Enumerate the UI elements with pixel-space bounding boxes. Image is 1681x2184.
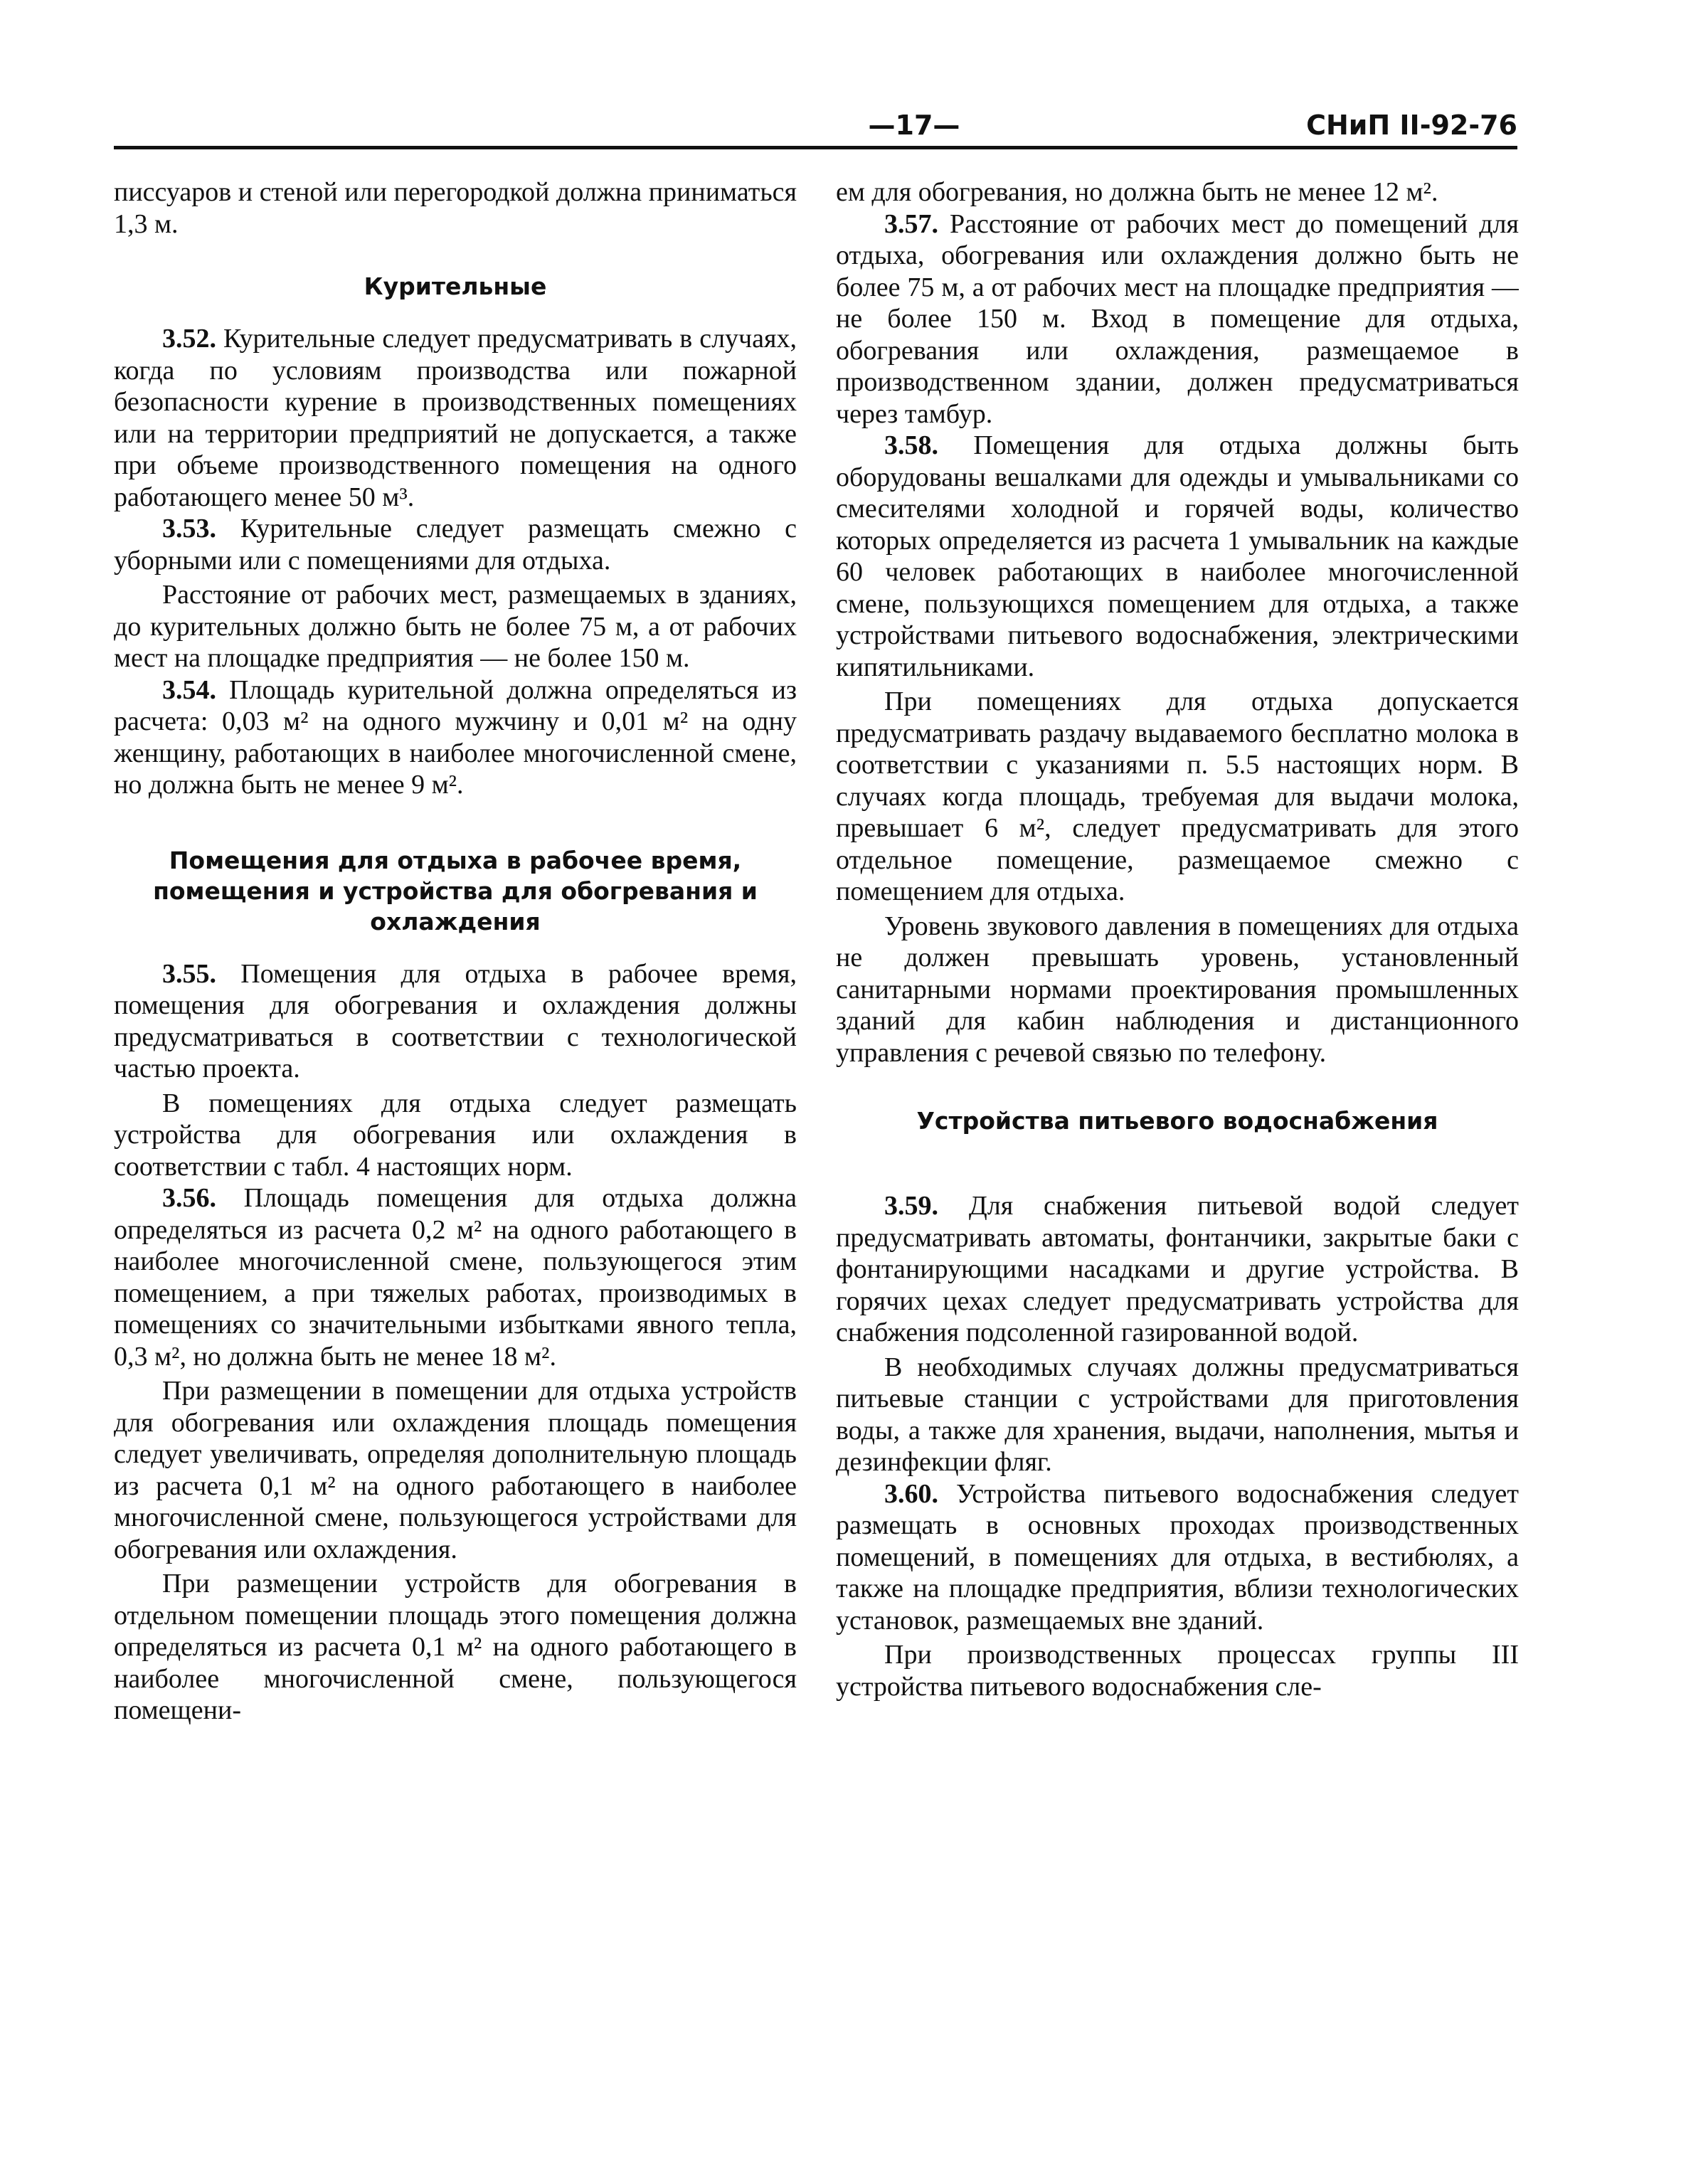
clause-number: 3.57.: [884, 208, 938, 239]
clause-number: 3.54.: [162, 674, 216, 705]
clause-text: Площадь курительной должна определяться из расчета: 0,03 м² на одного мужчину и 0,01 м² на одну женщину, работающих в наиболее многочисленной смене, но должна быть не менее 9 м².: [114, 674, 797, 800]
clause-text: Расстояние от рабочих мест до помещений для отдыха, обогревания или охлаждения должно быть не более 75 м, а от рабочих мест на площадке предприятия — не более 150 м. Вход в помещение для отдыха, обогревания или охлаждения, размещаемое в производственном здании, должен предусматриваться через тамбур.: [836, 208, 1519, 429]
left-column: [114, 176, 797, 2111]
clause-3-54: [114, 674, 797, 801]
clause-3-57: [836, 208, 1519, 430]
clause-text: Для снабжения питьевой водой следует предусматривать автоматы, фонтанчики, закрытые баки с фонтанирующими насадками и другие устройства. В горячих цехах следует предусматривать устройства для снабжения подсоленной газированной водой.: [836, 1191, 1519, 1347]
paragraph-continued: писсуаров и стеной или перегородкой должна приниматься 1,3 м.: [114, 177, 797, 239]
section-heading-drinking-water: Устройства питьевого водоснабжения: [916, 1107, 1438, 1135]
paragraph: При производственных процессах группы III устройства питьевого водоснабжения сле-: [836, 1640, 1519, 1702]
clause-3-53: [114, 513, 797, 576]
clause-3-55: [114, 958, 797, 1085]
page-header: [114, 105, 1517, 145]
clause-text: Помещения для отдыха должны быть оборудованы вешалками для одежды и умывальниками со смесителями холодной и горячей воды, количество которых определяется из расчета 1 умывальник на каждые 60 человек работающих в наиболее многочисленной смене, пользующихся помещением для отдыха, а также устройствами питьевого водоснабжения, электрическими кипятильниками.: [836, 430, 1519, 682]
paragraph: Уровень звукового давления в помещениях для отдыха не должен превышать уровень, установленный санитарными нормами проектирования промышленных зданий для кабин наблюдения и дистанционного управления с речевой связью по телефону.: [836, 911, 1519, 1068]
clause-number: 3.58.: [884, 430, 938, 460]
paragraph: Расстояние от рабочих мест, размещаемых в зданиях, до курительных должно быть не более 75 м, а от рабочих мест на площадке предприятия — не более 150 м.: [114, 580, 797, 673]
clause-text: Курительные следует предусматривать в случаях, когда по условиям производства или пожарной безопасности курение в производственных помещениях или на территории предприятий не допускается, а также при объеме производственного помещения на одного работающего менее 50 м³.: [114, 324, 797, 512]
clause-number: 3.53.: [162, 514, 216, 544]
paragraph: При размещении в помещении для отдыха устройств для обогревания или охлаждения площадь помещения следует увеличивать, определяя дополнительную площадь из расчета 0,1 м² на одного работающего в наиболее многочисленной смене, пользующегося устройствами для обогревания или охлаждения.: [114, 1376, 797, 1564]
clause-3-56: [114, 1182, 797, 1372]
clause-number: 3.52.: [162, 324, 216, 354]
paragraph: В помещениях для отдыха следует размещать устройства для обогревания или охлаждения в соответствии с табл. 4 настоящих норм.: [114, 1088, 797, 1182]
clause-number: 3.56.: [162, 1183, 216, 1213]
clause-3-60: [836, 1478, 1519, 1637]
paragraph-continued: ем для обогревания, но должна быть не менее 12 м².: [836, 177, 1438, 207]
right-column: [836, 176, 1519, 2111]
clause-3-58: [836, 430, 1519, 683]
clause-number: 3.60.: [884, 1478, 938, 1509]
clause-text: Помещения для отдыха в рабочее время, помещения для обогревания и охлаждения должны предусматриваться в соответствии с технологической частью проекта.: [114, 958, 797, 1083]
clause-3-52: [114, 323, 797, 513]
clause-number: 3.59.: [884, 1191, 938, 1221]
clause-text: Устройства питьевого водоснабжения следует размещать в основных проходах производственных помещений, в помещениях для отдыха, в вестибюлях, а также на площадке предприятия, вблизи технологических установок, размещаемых вне зданий.: [836, 1478, 1519, 1636]
section-heading-rest-rooms: Помещения для отдыха в рабочее время, помещения и устройства для обогревания и охлаждения: [153, 846, 758, 935]
section-heading-smoking-rooms: Курительные: [364, 272, 547, 300]
clause-number: 3.55.: [162, 958, 216, 989]
paragraph: При размещении устройств для обогревания в отдельном помещении площадь этого помещения должна определяться из расчета 0,1 м² на одного работающего в наиболее многочисленной смене, пользующегося помещени-: [114, 1569, 797, 1725]
clause-3-59: [836, 1190, 1519, 1349]
header-rule: [114, 146, 1517, 149]
paragraph: При помещениях для отдыха допускается предусматривать раздачу выдаваемого бесплатно молока в соответствии с указаниями п. 5.5 настоящих норм. В случаях когда площадь, требуемая для выдачи молока, превышает 6 м², следует предусматривать для этого отдельное помещение, размещаемое смежно с помещением для отдыха.: [836, 687, 1519, 906]
page-number: —17—: [868, 110, 960, 141]
clause-text: Курительные следует размещать смежно с уборными или с помещениями для отдыха.: [114, 514, 797, 576]
clause-text: Площадь помещения для отдыха должна определяться из расчета 0,2 м² на одного работающего в наиболее многочисленной смене, пользующегося этим помещением, а при тяжелых работах, производимых в помещениях со значительными избытками явного тепла, 0,3 м², но должна быть не менее 18 м².: [114, 1183, 797, 1372]
document-code: СНиП II-92-76: [1306, 110, 1517, 141]
paragraph: В необходимых случаях должны предусматриваться питьевые станции с устройствами для приготовления воды, а также для хранения, выдачи, наполнения, мытья и дезинфекции фляг.: [836, 1352, 1519, 1477]
